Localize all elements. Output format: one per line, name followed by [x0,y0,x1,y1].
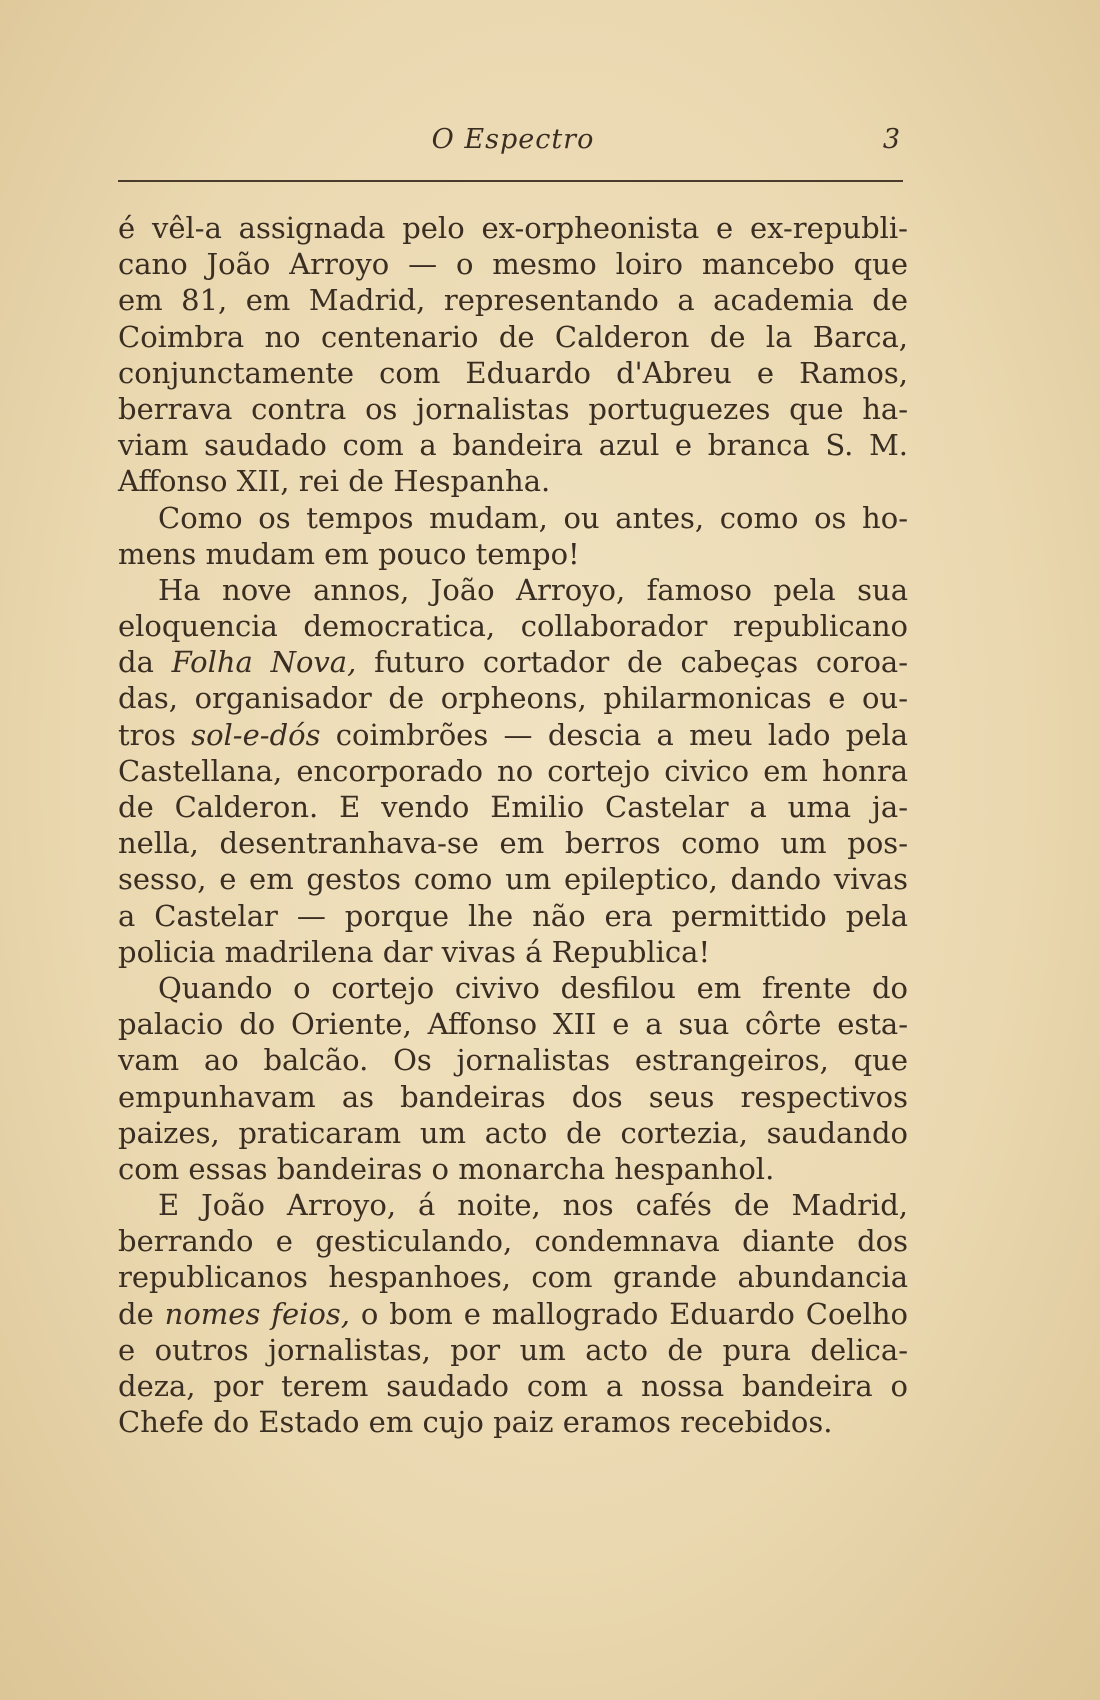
text-line: berrava contra os jornalistas portuguezes que ha- [118,391,908,426]
text-line: Ha nove annos, João Arroyo, famoso pela sua [158,572,908,607]
italic-phrase: nomes feios, [164,1296,350,1331]
text-line: viam saudado com a bandeira azul e branca S. M. [118,428,908,463]
running-head [118,124,908,164]
text-line: Castellana, encorporado no cortejo civico em honra [118,753,908,788]
text-line: nella, desentranhava-se em berros como um pos- [118,826,908,861]
text-line: Quando o cortejo civivo desfilou em frente do [158,970,908,1005]
text-line: de Calderon. E vendo Emilio Castelar a uma ja- [118,790,908,824]
text-line: sesso, e em gestos como um epileptico, dando vivas [118,862,908,897]
text-line: mens mudam em pouco tempo! [118,536,580,571]
text-line: é vêl-a assignada pelo ex-orpheonista e ex-republi- [118,211,908,245]
text-line: berrando e gesticulando, condemnava diante dos [118,1224,908,1259]
text-line: a Castelar — porque lhe não era permittido pela [118,898,908,933]
text-line: cano João Arroyo — o mesmo loiro mancebo que [118,247,908,282]
text-line: E João Arroyo, á noite, nos cafés de Madrid, [158,1188,908,1223]
text-line: tros sol-e-dós coimbrões — descia a meu lado pela [118,717,909,752]
text-line: Como os tempos mudam, ou antes, como os ho- [158,500,908,535]
italic-title: Folha Nova, [171,645,357,680]
text-line: conjunctamente com Eduardo d'Abreu e Ramos, [118,355,908,390]
text-line: paizes, praticaram um acto de cortezia, saudando [118,1115,908,1150]
page-number: 3 [882,124,900,155]
text-line: das, organisador de orpheons, philarmonicas e ou- [118,681,908,716]
text-line: e outros jornalistas, por um acto de pura delica- [118,1332,908,1367]
text-line: com essas bandeiras o monarcha hespanhol. [118,1151,775,1186]
text-line: Coimbra no centenario de Calderon de la Barca, [118,319,908,354]
text-line: deza, por terem saudado com a nossa bandeira o [118,1369,908,1403]
italic-phrase: sol-e-dós [191,717,321,752]
text-line: Chefe do Estado em cujo paiz eramos recebidos. [118,1405,833,1440]
body-text [118,210,908,1440]
text-line: empunhavam as bandeiras dos seus respectivos [118,1079,908,1114]
text-line: eloquencia democratica, collaborador republicano [118,609,908,644]
text-line: de nomes feios, o bom e mallogrado Eduardo Coelho [118,1296,908,1331]
text-line: republicanos hespanhoes, com grande abundancia [118,1260,908,1295]
text-line: policia madrilena dar vivas á Republica! [118,934,711,969]
header-rule [118,180,903,182]
running-title: O Espectro [431,124,595,155]
text-line: palacio do Oriente, Affonso XII e a sua côrte esta- [118,1007,908,1042]
text-line: vam ao balcão. Os jornalistas estrangeiros, que [118,1043,908,1078]
text-line: em 81, em Madrid, representando a academia de [118,283,908,318]
text-line: Affonso XII, rei de Hespanha. [118,464,551,499]
text-line: da Folha Nova, futuro cortador de cabeças coroa- [118,645,909,680]
